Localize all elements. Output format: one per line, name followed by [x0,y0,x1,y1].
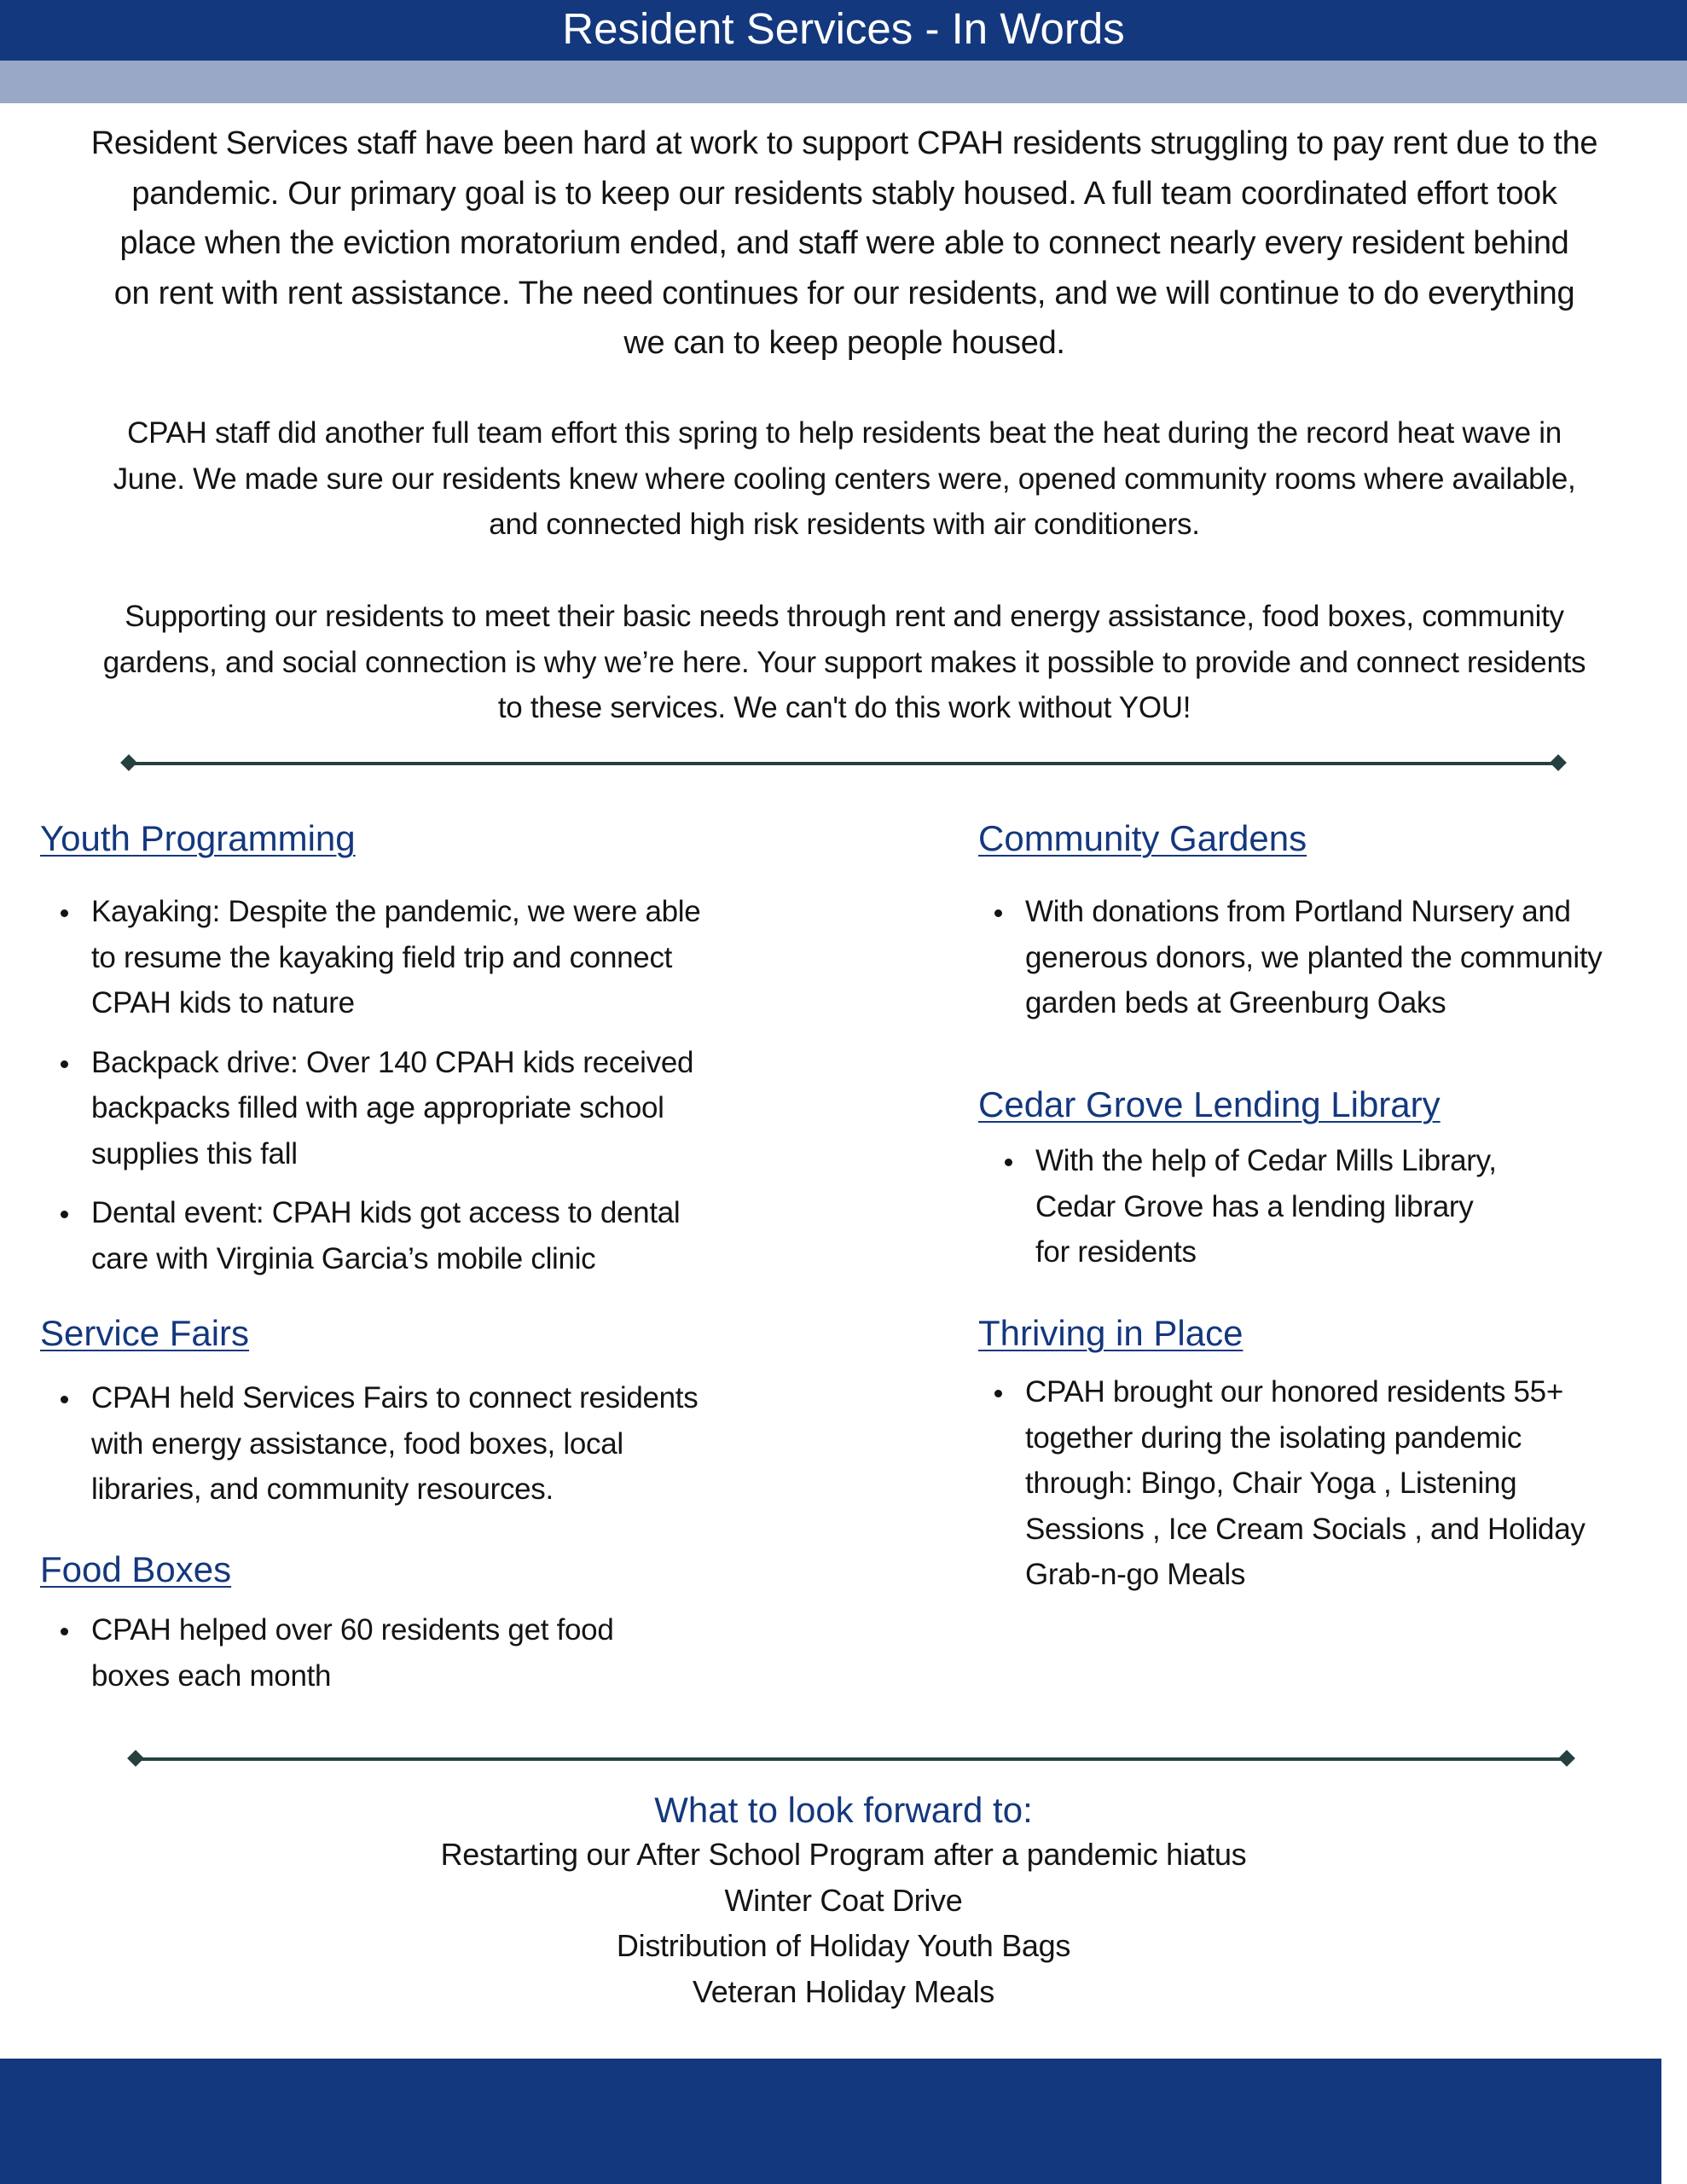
intro-line: place when the eviction moratorium ended, and staff were able to connect nearly every resident behind [119,225,1569,261]
heading-service-fairs[interactable]: Service Fairs [40,1313,250,1353]
look-forward-list [0,1832,1687,2014]
list-item-line: backpacks filled with age appropriate school [91,1091,664,1124]
list-community-gardens [1025,889,1602,1026]
intro-line: pandemic. Our primary goal is to keep our residents stably housed. A full team coordinated effort took [131,175,1557,212]
intro-line: Supporting our residents to meet their basic needs through rent and energy assistance, food boxes, community [125,600,1564,633]
list-item-line: garden beds at Greenburg Oaks [1025,986,1446,1019]
list-item-line: With the help of Cedar Mills Library, [1035,1144,1497,1177]
intro-line: and connected high risk residents with air conditioners. [489,508,1200,541]
heading-community-gardens[interactable]: Community Gardens [978,818,1307,858]
list-item [1035,1138,1497,1275]
list-item-line: CPAH kids to nature [91,986,355,1019]
list-item [91,1375,698,1513]
divider-top [128,762,1559,765]
list-cedar-grove [1035,1138,1497,1275]
list-item-line: libraries, and community resources. [91,1472,554,1506]
list-item-line: generous donors, we planted the community [1025,940,1603,974]
list-food-boxes [91,1607,614,1699]
intro-paragraph-rent [47,119,1642,369]
list-item-line: Grab-n-go Meals [1025,1558,1246,1591]
divider-bottom [135,1757,1568,1761]
heading-youth-programming[interactable]: Youth Programming [40,818,356,858]
intro-paragraph-heat [47,410,1642,548]
look-forward-item: Winter Coat Drive [724,1882,963,1918]
intro-line: on rent with rent assistance. The need continues for our residents, and we will continue to do everything [113,275,1575,311]
list-item-line: through: Bingo, Chair Yoga , Listening [1025,1467,1517,1500]
list-item-line: CPAH brought our honored residents 55+ [1025,1375,1563,1409]
list-thriving-in-place [1025,1369,1586,1598]
intro-line: we can to keep people housed. [623,325,1065,361]
heading-food-boxes[interactable]: Food Boxes [40,1549,232,1589]
list-youth-programming [91,889,700,1281]
list-item [1025,1369,1586,1598]
intro-line: June. We made sure our residents knew where cooling centers were, opened community rooms where available, [113,462,1576,496]
list-item-line: to resume the kayaking field trip and connect [91,940,673,974]
footer-bar [0,2059,1661,2184]
list-item-line: boxes each month [91,1658,332,1693]
list-item [91,1190,700,1281]
header-bar [0,0,1687,61]
intro-line: gardens, and social connection is why we’re here. Your support makes it possible to provide and connect residents [102,645,1586,679]
list-item-line: together during the isolating pandemic [1025,1420,1522,1455]
list-item-line: Sessions , Ice Cream Socials , and Holiday [1025,1512,1586,1546]
heading-cedar-grove-lending-library[interactable]: Cedar Grove Lending Library [978,1084,1441,1124]
list-item-line: Dental event: CPAH kids got access to dental [91,1196,681,1229]
heading-thriving-in-place[interactable]: Thriving in Place [978,1313,1244,1353]
look-forward-item: Distribution of Holiday Youth Bags [616,1928,1071,1963]
intro-line: CPAH staff did another full team effort this spring to help residents beat the heat during the record heat wave in [127,416,1562,450]
list-item [1025,889,1602,1026]
list-item-line: Backpack drive: Over 140 CPAH kids received [91,1045,694,1079]
look-forward-title: What to look forward to: [654,1790,1033,1830]
list-item [91,889,700,1026]
page-title: Resident Services - In Words [562,4,1125,53]
list-item-line: CPAH helped over 60 residents get food [91,1613,614,1647]
header-accent-bar [0,61,1687,103]
list-item-line: CPAH held Services Fairs to connect residents [91,1381,699,1414]
list-item-line: Cedar Grove has a lending library [1035,1189,1474,1223]
intro-paragraph-support [47,594,1642,731]
list-item-line: Kayaking: Despite the pandemic, we were able [91,895,701,928]
look-forward-item: Veteran Holiday Meals [693,1973,994,2009]
list-service-fairs [91,1375,698,1513]
list-item-line: care with Virginia Garcia’s mobile clinic [91,1241,596,1275]
list-item [91,1040,700,1177]
list-item-line: With donations from Portland Nursery and [1025,895,1571,928]
intro-line: to these services. We can't do this work without YOU! [497,691,1191,724]
list-item-line: with energy assistance, food boxes, local [91,1426,623,1461]
list-item-line: for residents [1035,1235,1197,1269]
list-item-line: supplies this fall [91,1136,298,1170]
look-forward-item: Restarting our After School Program after a pandemic hiatus [440,1837,1247,1872]
list-item [91,1607,614,1699]
intro-line: Resident Services staff have been hard at work to support CPAH residents struggling to pay rent due to the [90,125,1598,161]
